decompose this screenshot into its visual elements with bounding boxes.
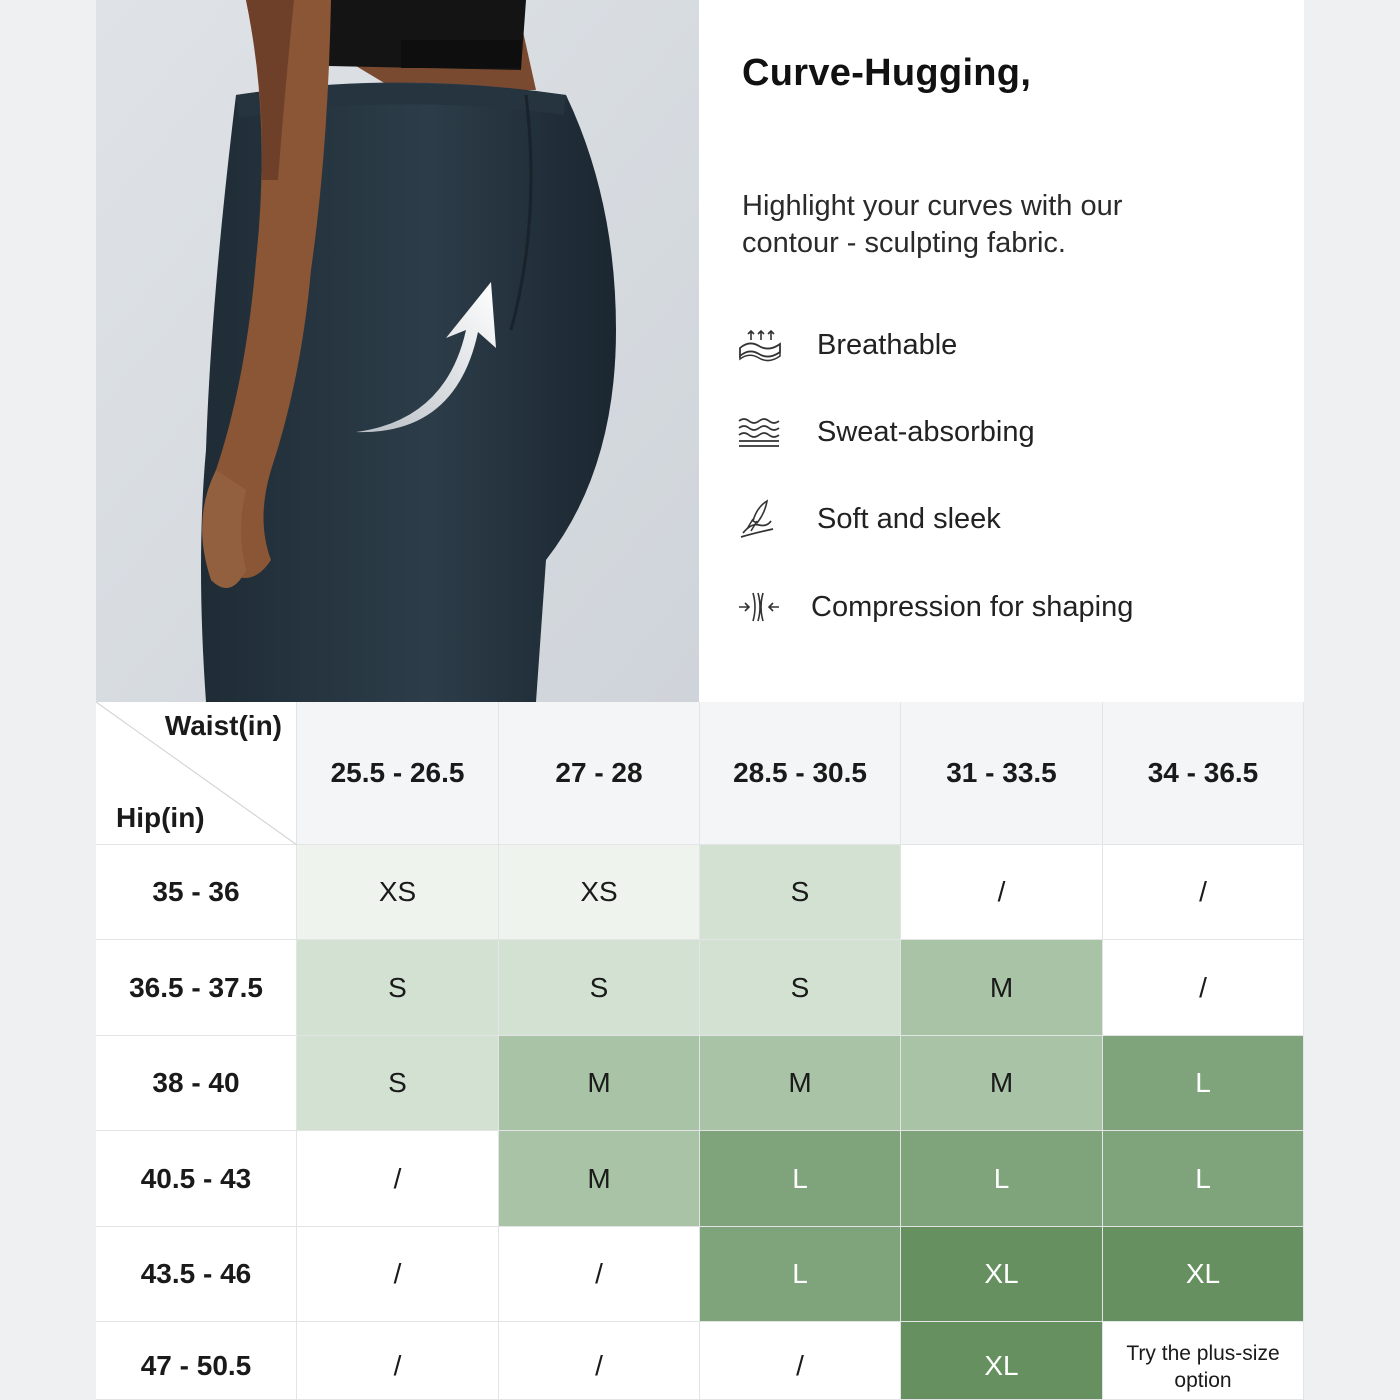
size-cell: L	[901, 1131, 1103, 1227]
size-cell: XL	[901, 1227, 1103, 1322]
product-photo	[96, 0, 699, 702]
size-cell: M	[901, 1036, 1103, 1131]
feature-panel	[699, 0, 1304, 702]
wave-lines-icon	[737, 412, 789, 452]
feature-sweat-absorbing	[737, 407, 1035, 457]
headline: Curve-Hugging,	[742, 52, 1032, 94]
size-cell: XL	[1103, 1227, 1304, 1322]
size-cell: M	[901, 940, 1103, 1036]
hip-axis-label: Hip(in)	[116, 802, 205, 833]
waist-axis-label: Waist(in)	[164, 710, 282, 741]
size-cell: M	[499, 1131, 700, 1227]
size-cell: /	[297, 1131, 499, 1227]
size-cell: /	[1103, 845, 1304, 940]
feature-label: Compression for shaping	[811, 590, 1134, 623]
size-cell: L	[700, 1131, 901, 1227]
size-cell: L	[700, 1227, 901, 1322]
feature-label: Sweat-absorbing	[817, 415, 1035, 448]
size-cell: /	[297, 1227, 499, 1322]
waist-column-header: 27 - 28	[499, 702, 700, 845]
size-cell: /	[297, 1322, 499, 1400]
size-cell: /	[700, 1322, 901, 1400]
table-corner-header	[96, 702, 297, 845]
size-chart-table	[96, 702, 1304, 1400]
size-cell: /	[901, 845, 1103, 940]
waist-column-header: 28.5 - 30.5	[700, 702, 901, 845]
compression-arrows-icon	[737, 587, 783, 627]
feature-breathable	[737, 320, 957, 370]
feature-compression	[737, 582, 1133, 632]
size-cell: S	[297, 1036, 499, 1131]
feature-soft-and-sleek	[737, 494, 1001, 544]
size-cell: S	[297, 940, 499, 1036]
waist-column-header: 25.5 - 26.5	[297, 702, 499, 845]
size-cell: S	[499, 940, 700, 1036]
size-cell: XL	[901, 1322, 1103, 1400]
size-cell: Try the plus-size option	[1103, 1322, 1304, 1400]
size-cell: L	[1103, 1036, 1304, 1131]
size-cell: L	[1103, 1131, 1304, 1227]
hip-row-header: 43.5 - 46	[96, 1227, 297, 1322]
hand-feather-icon	[737, 499, 789, 539]
size-cell: S	[700, 940, 901, 1036]
size-cell: M	[700, 1036, 901, 1131]
hip-row-header: 47 - 50.5	[96, 1322, 297, 1400]
waist-column-header: 34 - 36.5	[1103, 702, 1304, 845]
hip-row-header: 36.5 - 37.5	[96, 940, 297, 1036]
description: Highlight your curves with our contour - sculpting fabric.	[742, 190, 1123, 259]
hip-row-header: 40.5 - 43	[96, 1131, 297, 1227]
size-cell: /	[499, 1227, 700, 1322]
breathable-fabric-icon	[737, 325, 789, 365]
size-cell: M	[499, 1036, 700, 1131]
size-cell: XS	[499, 845, 700, 940]
product-feature-card	[96, 0, 1304, 1400]
feature-label: Soft and sleek	[817, 502, 1001, 535]
size-cell: XS	[297, 845, 499, 940]
hip-row-header: 38 - 40	[96, 1036, 297, 1131]
size-cell: /	[499, 1322, 700, 1400]
size-cell: S	[700, 845, 901, 940]
feature-label: Breathable	[817, 328, 958, 361]
waist-column-header: 31 - 33.5	[901, 702, 1103, 845]
hip-row-header: 35 - 36	[96, 845, 297, 940]
size-cell: /	[1103, 940, 1304, 1036]
